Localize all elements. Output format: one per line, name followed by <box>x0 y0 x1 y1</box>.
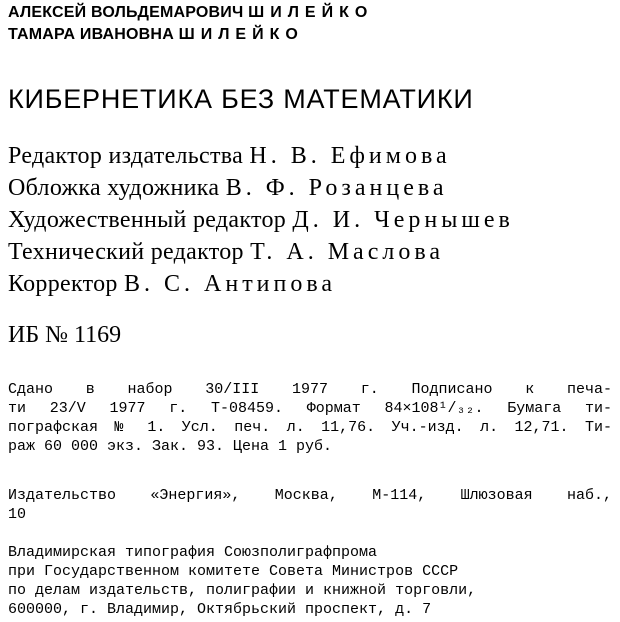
credit-role: Обложка художника <box>8 175 220 201</box>
print-info-line: ти 23/V 1977 г. Т-08459. Формат 84×108¹/₃₂. Бумага ти- <box>8 400 612 417</box>
printer-block <box>8 543 612 619</box>
print-info-line: раж 60 000 экз. Зак. 93. Цена 1 руб. <box>8 438 333 455</box>
credit-row <box>8 172 514 204</box>
credit-name: В. Ф. Розанцева <box>225 175 448 201</box>
printer-line: при Государственном комитете Совета Министров СССР <box>8 563 459 580</box>
authors-block <box>8 2 373 46</box>
author-line-1 <box>8 2 373 24</box>
printer-line: Владимирская типография Союзполиграфпрома <box>8 544 378 561</box>
credit-role: Редактор издательства <box>8 143 244 169</box>
credit-row <box>8 268 514 300</box>
ib-number: ИБ № 1169 <box>8 322 122 348</box>
credit-row <box>8 236 514 268</box>
author-1-surname: ШИЛЕЙКО <box>248 4 374 21</box>
printer-line: 600000, г. Владимир, Октябрьский проспект, д. 7 <box>8 601 432 618</box>
author-line-2 <box>8 24 373 46</box>
credit-row <box>8 140 514 172</box>
author-1-given-names: АЛЕКСЕЙ ВОЛЬДЕМАРОВИЧ <box>8 4 244 21</box>
credit-role: Корректор <box>8 271 118 297</box>
credit-name: Н. В. Ефимова <box>249 143 451 169</box>
publisher-line: 10 <box>8 506 27 523</box>
credit-name: Т. А. Маслова <box>250 239 445 265</box>
publisher-line: Издательство «Энергия», Москва, М-114, Шлюзовая наб., <box>8 487 612 504</box>
credit-name: Д. И. Чернышев <box>292 207 514 233</box>
author-2-surname: ШИЛЕЙКО <box>178 26 304 43</box>
print-info-block <box>8 380 612 456</box>
credit-name: В. С. Антипова <box>124 271 337 297</box>
credit-role: Художественный редактор <box>8 207 287 233</box>
credit-row <box>8 204 514 236</box>
author-2-given-names: ТАМАРА ИВАНОВНА <box>8 26 174 43</box>
print-info-line: Сдано в набор 30/III 1977 г. Подписано к печа- <box>8 381 612 398</box>
printer-line: по делам издательств, полиграфии и книжной торговли, <box>8 582 477 599</box>
publisher-block <box>8 486 612 524</box>
credits-list <box>8 140 514 300</box>
print-info-line: пографская № 1. Усл. печ. л. 11,76. Уч.-изд. л. 12,71. Ти- <box>8 419 612 436</box>
credit-role: Технический редактор <box>8 239 244 265</box>
book-title: КИБЕРНЕТИКА БЕЗ МАТЕМАТИКИ <box>8 84 474 114</box>
